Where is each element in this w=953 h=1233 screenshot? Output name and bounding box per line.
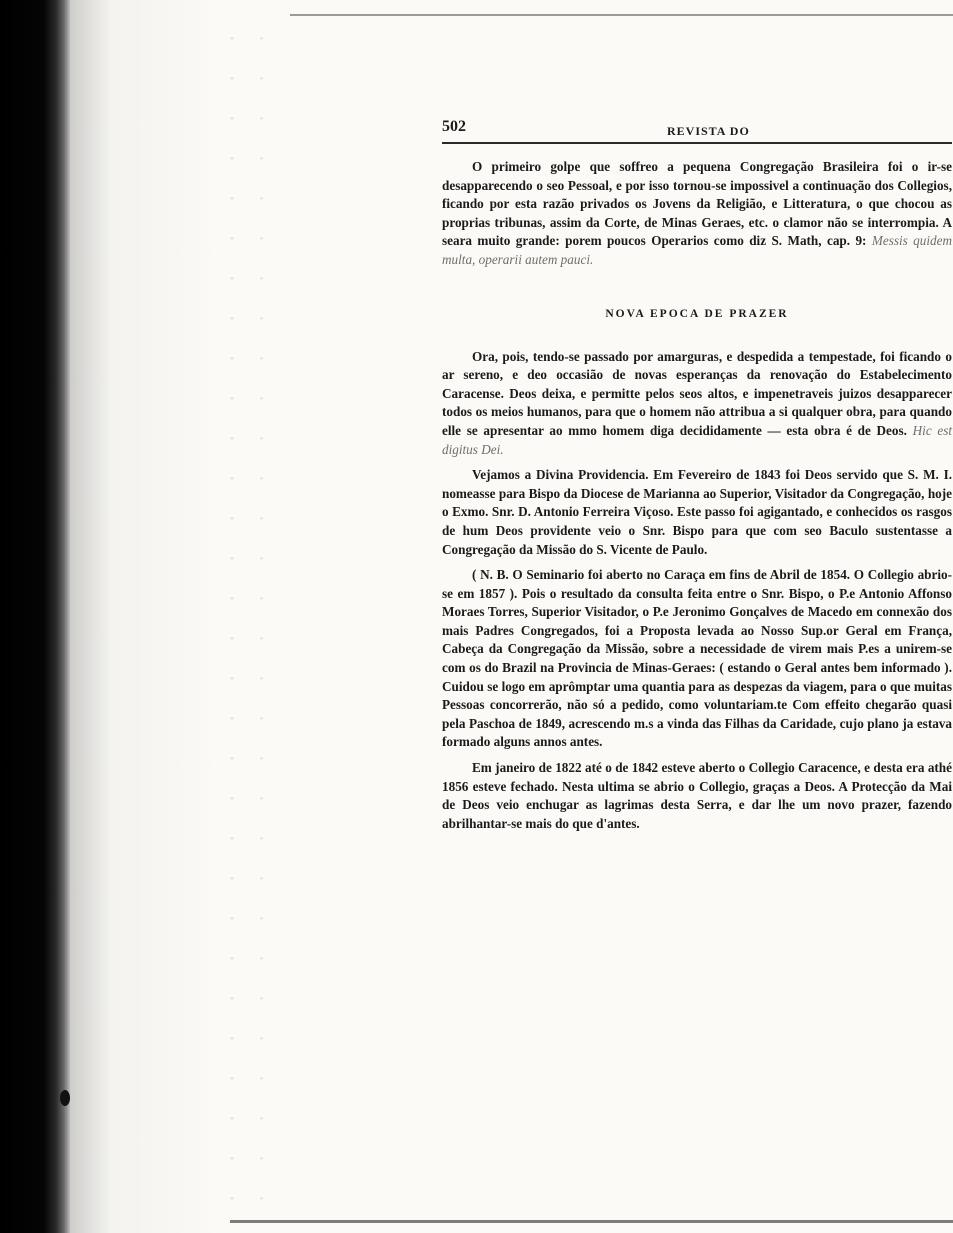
- scan-specks: [230, 0, 310, 1233]
- page-curve-shadow: [70, 0, 220, 1233]
- journal-title: REVISTA DO: [667, 124, 750, 138]
- book-binding-shadow: [0, 0, 70, 1233]
- top-edge-line: [290, 14, 953, 16]
- page-number: 502: [442, 118, 466, 135]
- section-title: NOVA EPOCA DE PRAZER: [605, 307, 789, 320]
- paragraph-3-text: Vejamos a Divina Providencia. Em Fevereiro de 1843 foi Deos servido que S. M. I. nomeasse para Bispo da Diocese de Marianna ao Superior, Visitador da Congregação, hoje o Exmo. Snr. D. Antonio Ferreira Viçoso. Este passo foi agigantado, e conhecidos os rasgos de hum Deos providente veio o Snr. Bispo para que com seo Baculo sustentasse a Congregação da Missão do S. Vicente de Paulo.: [442, 467, 952, 557]
- bottom-edge-line: [230, 1220, 953, 1223]
- paragraph-2: [442, 348, 952, 460]
- binding-hole: [60, 1090, 70, 1106]
- paragraph-4: [442, 566, 952, 752]
- latin-quote-2: Hic est digitus Dei.: [442, 422, 952, 457]
- paragraph-3: [442, 466, 952, 559]
- paragraph-1: [442, 158, 952, 270]
- paragraph-1-text: O primeiro golpe que soffreo a pequena Congregação Brasileira foi o ir-se desapparecendo o seo Pessoal, e por isso tornou-se impossivel a continuação dos Collegios, ficando por esta razão privados os Jovens da Religião, e Litteratura, o que chocou as proprias tribunas, assim da Corte, de Minas Geraes, etc. o clamor não se interrompia. A seara muito grande: porem poucos Operarios como diz S. Math, cap. 9:: [442, 159, 952, 249]
- paragraph-5: [442, 759, 952, 833]
- running-head: [442, 118, 952, 144]
- printed-page: [442, 118, 952, 840]
- paragraph-4-text: ( N. B. O Seminario foi aberto no Caraça em fins de Abril de 1854. O Collegio abrio-se em 1857 ). Pois o resultado da consulta feita entre o Snr. Bispo, o P.e Antonio Affonso Moraes Torres, Superior Visitador, o P.e Jeronimo Gonçalves de Macedo em connexão dos mais Padres Congregados, foi a Proposta levada ao Nosso Sup.or Geral em França, Cabeça da Congregação da Missão, sobre a necessidade de virem mais P.es a unirem-se com os do Brazil na Provincia de Minas-Geraes: ( estando o Geral antes bem informado ). Cuidou se logo em aprômptar uma quantia para as despezas da viagem, para o que muitas Pessoas concorrerão, não só a pedido, como voluntariam.te Com effeito chegarão quasi pela Paschoa de 1849, acrescendo m.s a vinda das Filhas da Caridade, cujo plano ja estava formado alguns annos antes.: [442, 567, 952, 750]
- latin-quote-1: Messis quidem multa, operarii autem pauci.: [442, 233, 952, 267]
- paragraph-5-text: Em janeiro de 1822 até o de 1842 esteve aberto o Collegio Caracence, e desta era athé 1856 esteve fechado. Nesta ultima se abrio o Collegio, graças a Deos. A Protecção da Mai de Deos veio enchugar as lagrimas desta Serra, e dar lhe um novo prazer, fazendo abrilhantar-se mais do que d'antes.: [442, 760, 952, 831]
- paragraph-2-text: Ora, pois, tendo-se passado por amarguras, e despedida a tempestade, foi ficando o ar sereno, e deo occasião de novas esperanças da renovação do Estabelecimento Caracense. Deos deixa, e permitte pelos seos altos, e impenetraveis juizos desapparecer todos os meios humanos, para que o homem não attribua a si qualquer obra, para quando elle se apresentar ao mmo homem diga decididamente — esta obra é de Deos.: [442, 348, 952, 438]
